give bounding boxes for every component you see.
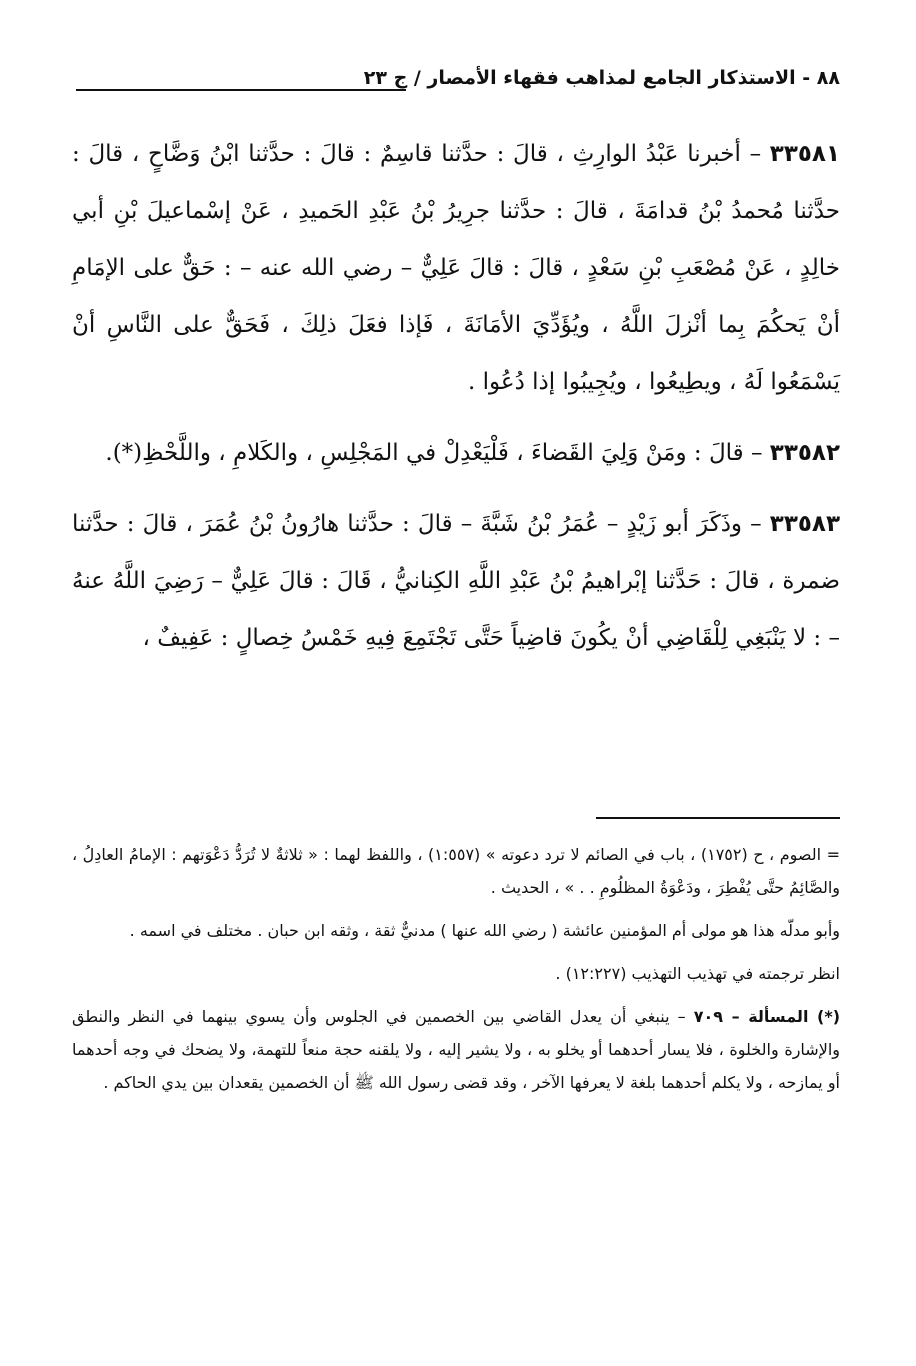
page-header xyxy=(70,58,840,98)
hadith-number: ٣٣٥٨٢ xyxy=(769,440,840,466)
issue-label: (*) المسألة – ٧٠٩ xyxy=(693,1007,840,1026)
footnote: وأبو مدلّه هذا هو مولى أم المؤمنين عائشة ( رضي الله عنها ) مدنيٌّ ثقة ، وثقه ابن حبان . مختلف في اسمه . xyxy=(129,921,840,940)
footnote: = الصوم ، ح (١٧٥٢) ، باب في الصائم لا ترد دعوته » (١:٥٥٧) ، واللفظ لهما : « ثلاثةٌ لا تُرَدُّ دَعْوَتهم : الإمامُ العادِلُ ، والصَّائِمُ حتَّى يُفْطِرَ ، ودَعْوَةُ المظلُومِ . . » ، الحديث . xyxy=(72,845,840,897)
hadith-number: ٣٣٥٨٣ xyxy=(769,511,840,537)
issue-text: – ينبغي أن يعدل القاضي بين الخصمين في الجلوس وأن يسوي بينهما في النظر والنطق والإشارة والخلوة ، فلا يسار أحدهما أو يخلو به ، ولا يشير إليه ، ولا يلقنه حجة منعاً للتهمة، ولا يضحك في وجه أحدهما أو يمازحه ، ولا يكلم أحدهما بلغة لا يعرفها الآخر ، وقد قضى رسول الله ﷺ أن الخصمين يقعدان بين يدي الحاكم . xyxy=(72,1007,840,1092)
footnote-issue xyxy=(72,1000,840,1099)
hadith-number: ٣٣٥٨١ xyxy=(769,141,840,167)
main-text xyxy=(72,126,840,681)
hadith-text: – قالَ : ومَنْ وَلِيَ القَضاءَ ، فَلْيَعْدِلْ في المَجْلِسِ ، والكَلامِ ، واللَّحْظِ(*). xyxy=(105,440,770,466)
running-title: ٨٨ - الاستذكار الجامع لمذاهب فقهاء الأمصار / ج ٢٣ xyxy=(363,67,840,89)
footnote: انظر ترجمته في تهذيب التهذيب (١٢:٢٢٧) . xyxy=(555,964,840,983)
header-rule xyxy=(76,89,406,91)
hadith-text: – وذَكَرَ أبو زَيْدٍ – عُمَرُ بْنُ شَبَّةَ – قالَ : حدَّثنا هارُونُ بْنُ عُمَرَ ، قالَ : حدَّثنا ضمرة ، قالَ : حَدَّثنا إبْراهيمُ بْنُ عَبْدِ اللَّهِ الكِنانيُّ ، قَالَ : قالَ عَلِيٌّ – رَضِيَ اللَّهُ عنهُ – : لا يَنْبَغِي لِلْقَاضِي أنْ يكُونَ قاضِياً حَتَّى تَجْتَمِعَ فِيهِ خَمْسُ خِصالٍ : عَفِيفٌ ، xyxy=(72,511,840,651)
footnote-separator xyxy=(596,817,840,819)
hadith-paragraph xyxy=(72,425,840,482)
hadith-paragraph xyxy=(72,496,840,667)
hadith-text: – أخبرنا عَبْدُ الوارِثِ ، قالَ : حدَّثنا قاسِمٌ : قالَ : حدَّثنا ابْنُ وَضَّاحٍ ، قالَ : حدَّثنا مُحمدُ بْنُ قدامَةَ ، قالَ : حدَّثنا جرِيرُ بْنُ عَبْدِ الحَميدِ ، عَنْ إسْماعيلَ بْنِ أبي خالِدٍ ، عَنْ مُصْعَبِ بْنِ سَعْدٍ ، قالَ : قالَ عَلِيٌّ – رضي الله عنه – : حَقٌّ على الإمَامِ أنْ يَحكُمَ بِما أنْزلَ اللَّهُ ، ويُؤَدِّيَ الأمَانَةَ ، فَإذا فعَلَ ذلِكَ ، فَحَقٌّ على النَّاسِ أنْ يَسْمَعُوا لَهُ ، ويطِيعُوا ، ويُجِيبُوا إذا دُعُوا . xyxy=(72,141,840,395)
footnotes xyxy=(72,838,840,1109)
hadith-paragraph xyxy=(72,126,840,411)
